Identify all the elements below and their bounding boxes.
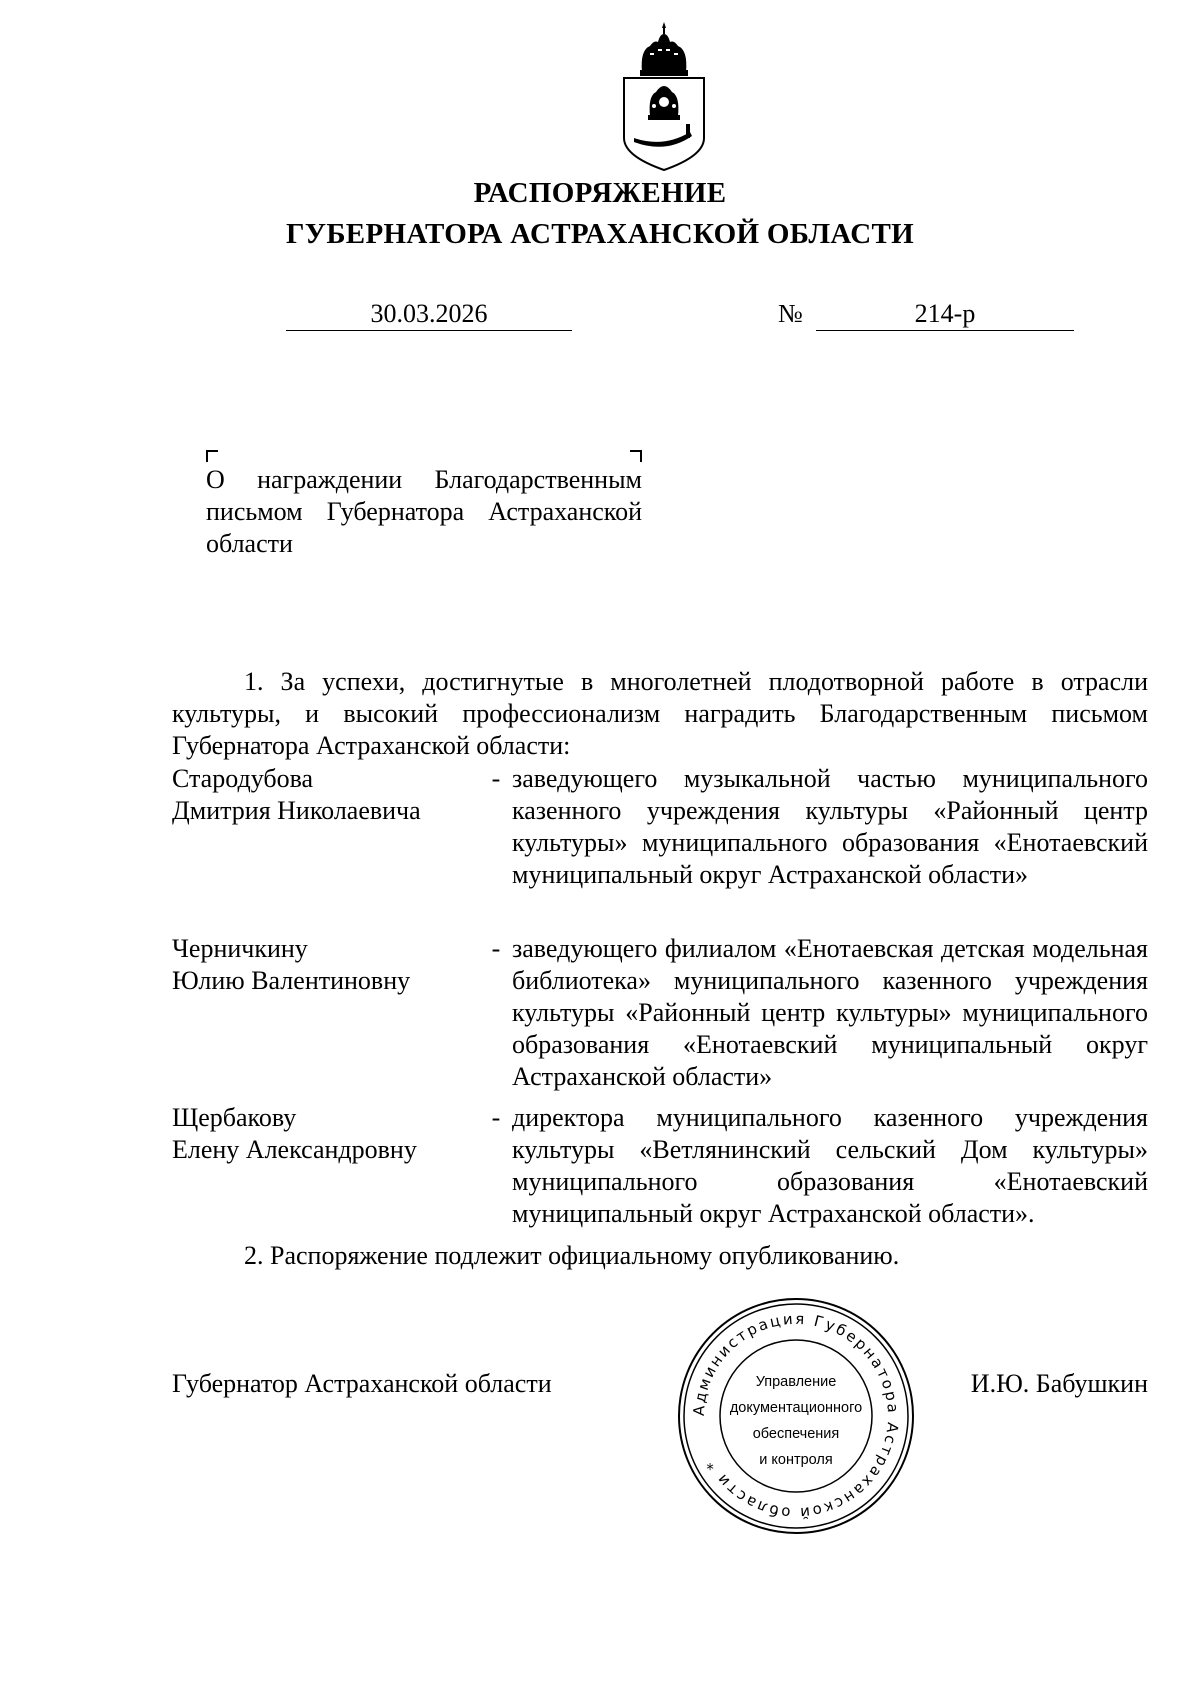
stamp-ring-text: Администрация Губернатора Астраханской области * (689, 1309, 903, 1523)
stamp-line-2: документационного (729, 1400, 863, 1416)
signatory-position: Губернатор Астраханской области (172, 1369, 552, 1398)
awardee-position: директора муниципального казенного учреждения культуры «Ветлянинский сельский Дом культуры» муниципального образования «Енотаевский муниципальный округ Астраханской области». (512, 1103, 1148, 1228)
awardee-row (172, 933, 1148, 1093)
awardee-dash: - (491, 1103, 501, 1132)
paragraph-1: 1. За успехи, достигнутые в многолетней плодотворной работе в отрасли культуры, и высокий профессионализм наградить Благодарственным письмом Губернатора Астраханской области: (172, 667, 1148, 760)
awardee-surname: Черничкину (172, 934, 308, 963)
document-subject: О награждении Благодарственным письмом Губернатора Астраханской области (206, 465, 642, 558)
awardee-name (172, 1102, 480, 1230)
subject-corner-left (206, 450, 218, 462)
coat-of-arms-icon (620, 20, 708, 172)
awardee-surname: Стародубова (172, 764, 314, 793)
awardee-position: заведующего музыкальной частью муниципального казенного учреждения культуры «Районный центр культуры» муниципального образования «Енотаевский муниципальный округ Астраханской области» (512, 764, 1148, 889)
awardee-dash: - (491, 934, 501, 963)
paragraph-2: 2. Распоряжение подлежит официальному опубликованию. (244, 1241, 900, 1270)
official-stamp (676, 1296, 916, 1536)
document-date: 30.03.2026 (286, 298, 572, 331)
awardee-surname: Щербакову (172, 1103, 297, 1132)
document-type-title: РАСПОРЯЖЕНИЕ (473, 177, 727, 209)
awardee-row (172, 1102, 1148, 1230)
number-sign: № (778, 299, 803, 328)
document-number: 214-р (816, 298, 1074, 331)
awardee-position: заведующего филиалом «Енотаевская детская модельная библиотека» муниципального казенного учреждения культуры «Районный центр культуры» муниципального образования «Енотаевский муниципальный округ Астраханской области» (512, 934, 1148, 1091)
awardee-given-names: Елену Александровну (172, 1135, 417, 1164)
awardee-dash: - (491, 764, 501, 793)
stamp-line-3: обеспечения (752, 1426, 840, 1442)
issuer-title: ГУБЕРНАТОРА АСТРАХАНСКОЙ ОБЛАСТИ (286, 218, 914, 250)
signatory-name: И.Ю. Бабушкин (970, 1369, 1148, 1398)
stamp-line-4: и контроля (759, 1452, 833, 1468)
awardee-given-names: Юлию Валентиновну (172, 966, 411, 995)
awardee-given-names: Дмитрия Николаевича (172, 796, 421, 825)
stamp-line-1: Управление (755, 1374, 837, 1390)
subject-corner-right (630, 450, 642, 462)
awardee-row (172, 763, 1148, 891)
awardee-name (172, 763, 480, 891)
awardee-name (172, 933, 480, 1093)
